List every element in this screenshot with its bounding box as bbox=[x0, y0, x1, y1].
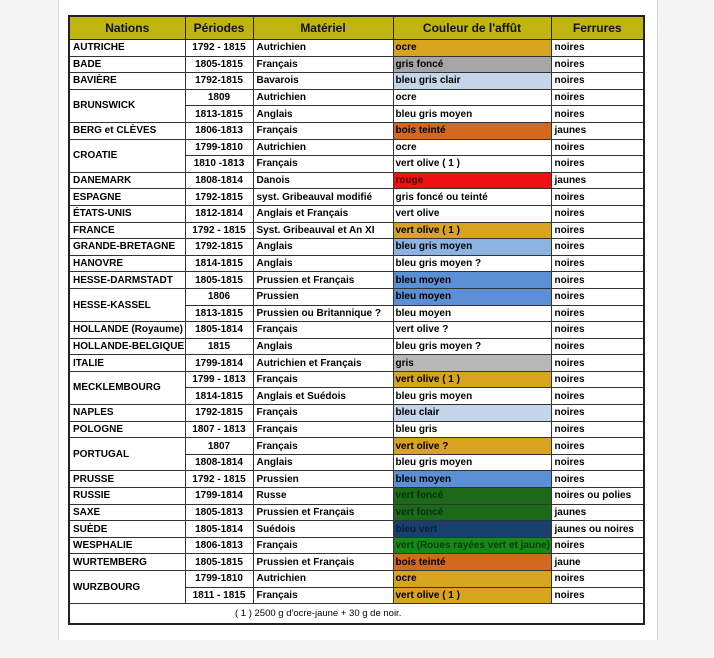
materiel-cell: Français bbox=[253, 438, 393, 455]
nation-cell: HESSE-KASSEL bbox=[69, 288, 185, 321]
materiel-cell: Anglais et Suédois bbox=[253, 388, 393, 405]
table-row bbox=[69, 139, 644, 156]
materiel-cell: Autrichien bbox=[253, 571, 393, 588]
header-row bbox=[69, 16, 644, 40]
period-cell: 1811 - 1815 bbox=[185, 587, 253, 604]
materiel-cell: Prussien bbox=[253, 471, 393, 488]
ferrures-cell: noires bbox=[551, 537, 644, 554]
ferrures-cell: noires bbox=[551, 371, 644, 388]
period-cell: 1806-1813 bbox=[185, 537, 253, 554]
table-row bbox=[69, 421, 644, 438]
color-cell: bleu gris clair bbox=[393, 73, 551, 90]
ferrures-cell: noires bbox=[551, 288, 644, 305]
period-cell: 1805-1813 bbox=[185, 504, 253, 521]
table-row bbox=[69, 488, 644, 505]
period-cell: 1813-1815 bbox=[185, 106, 253, 123]
period-cell: 1809 bbox=[185, 89, 253, 106]
ferrures-cell: noires ou polies bbox=[551, 488, 644, 505]
period-cell: 1805-1814 bbox=[185, 521, 253, 538]
period-cell: 1792 - 1815 bbox=[185, 40, 253, 57]
table-row bbox=[69, 521, 644, 538]
color-cell: bleu gris moyen ? bbox=[393, 338, 551, 355]
materiel-cell: Prussien et Français bbox=[253, 554, 393, 571]
color-cell: bleu gris bbox=[393, 421, 551, 438]
period-cell: 1805-1814 bbox=[185, 322, 253, 339]
nation-cell: HESSE-DARMSTADT bbox=[69, 272, 185, 289]
ferrures-cell: noires bbox=[551, 239, 644, 256]
table-row bbox=[69, 504, 644, 521]
nation-cell: WURZBOURG bbox=[69, 571, 185, 604]
period-cell: 1799-1814 bbox=[185, 488, 253, 505]
ferrures-cell: noires bbox=[551, 73, 644, 90]
period-cell: 1815 bbox=[185, 338, 253, 355]
materiel-cell: Anglais bbox=[253, 255, 393, 272]
color-cell: vert olive ( 1 ) bbox=[393, 587, 551, 604]
color-cell: bois teinté bbox=[393, 554, 551, 571]
materiel-cell: Prussien bbox=[253, 288, 393, 305]
period-cell: 1799-1810 bbox=[185, 139, 253, 156]
table-row bbox=[69, 205, 644, 222]
nation-cell: ITALIE bbox=[69, 355, 185, 372]
header-couleur: Couleur de l'affût bbox=[393, 16, 551, 40]
period-cell: 1799-1810 bbox=[185, 571, 253, 588]
color-cell: gris foncé bbox=[393, 56, 551, 73]
table-row bbox=[69, 471, 644, 488]
ferrures-cell: noires bbox=[551, 89, 644, 106]
artillery-color-table bbox=[68, 15, 645, 625]
materiel-cell: Français bbox=[253, 405, 393, 422]
materiel-cell: Français bbox=[253, 537, 393, 554]
color-cell: vert (Roues rayées vert et jaune) bbox=[393, 537, 551, 554]
table-row bbox=[69, 355, 644, 372]
ferrures-cell: jaunes bbox=[551, 122, 644, 139]
color-cell: vert olive ( 1 ) bbox=[393, 156, 551, 173]
materiel-cell: Français bbox=[253, 322, 393, 339]
period-cell: 1812-1814 bbox=[185, 205, 253, 222]
table-row bbox=[69, 172, 644, 189]
table-row bbox=[69, 272, 644, 289]
footnote: ( 1 ) 2500 g d'ocre-jaune + 30 g de noir. bbox=[235, 608, 402, 620]
period-cell: 1808-1814 bbox=[185, 454, 253, 471]
materiel-cell: Français bbox=[253, 371, 393, 388]
materiel-cell: Français bbox=[253, 421, 393, 438]
period-cell: 1792-1815 bbox=[185, 239, 253, 256]
table-row bbox=[69, 554, 644, 571]
ferrures-cell: noires bbox=[551, 388, 644, 405]
period-cell: 1806 bbox=[185, 288, 253, 305]
period-cell: 1792 - 1815 bbox=[185, 471, 253, 488]
nation-cell: AUTRICHE bbox=[69, 40, 185, 57]
color-cell: gris foncé ou teinté bbox=[393, 189, 551, 206]
materiel-cell: Français bbox=[253, 156, 393, 173]
ferrures-cell: noires bbox=[551, 222, 644, 239]
color-cell: bleu gris moyen ? bbox=[393, 255, 551, 272]
nation-cell: SAXE bbox=[69, 504, 185, 521]
period-cell: 1799 - 1813 bbox=[185, 371, 253, 388]
period-cell: 1808-1814 bbox=[185, 172, 253, 189]
materiel-cell: Autrichien et Français bbox=[253, 355, 393, 372]
nation-cell: BRUNSWICK bbox=[69, 89, 185, 122]
materiel-cell: Syst. Gribeauval et An XI bbox=[253, 222, 393, 239]
period-cell: 1806-1813 bbox=[185, 122, 253, 139]
color-cell: bleu vert bbox=[393, 521, 551, 538]
color-cell: bleu gris moyen bbox=[393, 239, 551, 256]
color-cell: bleu clair bbox=[393, 405, 551, 422]
period-cell: 1814-1815 bbox=[185, 255, 253, 272]
nation-cell: CROATIE bbox=[69, 139, 185, 172]
table-row bbox=[69, 537, 644, 554]
ferrures-cell: noires bbox=[551, 405, 644, 422]
ferrures-cell: noires bbox=[551, 322, 644, 339]
period-cell: 1792 - 1815 bbox=[185, 222, 253, 239]
ferrures-cell: noires bbox=[551, 305, 644, 322]
ferrures-cell: jaune bbox=[551, 554, 644, 571]
materiel-cell: Anglais bbox=[253, 239, 393, 256]
ferrures-cell: jaunes ou noires bbox=[551, 521, 644, 538]
materiel-cell: Français bbox=[253, 122, 393, 139]
nation-cell: ESPAGNE bbox=[69, 189, 185, 206]
materiel-cell: Anglais bbox=[253, 338, 393, 355]
materiel-cell: Prussien ou Britannique ? bbox=[253, 305, 393, 322]
materiel-cell: Français bbox=[253, 56, 393, 73]
materiel-cell: Anglais et Français bbox=[253, 205, 393, 222]
materiel-cell: Autrichien bbox=[253, 40, 393, 57]
table-row bbox=[69, 371, 644, 388]
period-cell: 1805-1815 bbox=[185, 554, 253, 571]
table-row bbox=[69, 73, 644, 90]
table-row bbox=[69, 322, 644, 339]
color-cell: bleu gris moyen bbox=[393, 106, 551, 123]
nation-cell: WESPHALIE bbox=[69, 537, 185, 554]
color-cell: vert olive ? bbox=[393, 322, 551, 339]
ferrures-cell: noires bbox=[551, 272, 644, 289]
color-cell: bleu gris moyen bbox=[393, 388, 551, 405]
ferrures-cell: noires bbox=[551, 471, 644, 488]
nation-cell: PORTUGAL bbox=[69, 438, 185, 471]
materiel-cell: Anglais bbox=[253, 454, 393, 471]
materiel-cell: syst. Gribeauval modifié bbox=[253, 189, 393, 206]
table-row bbox=[69, 189, 644, 206]
ferrures-cell: jaunes bbox=[551, 504, 644, 521]
period-cell: 1814-1815 bbox=[185, 388, 253, 405]
footnote-row bbox=[69, 604, 644, 625]
table-row bbox=[69, 89, 644, 106]
materiel-cell: Autrichien bbox=[253, 139, 393, 156]
color-cell: bleu moyen bbox=[393, 471, 551, 488]
period-cell: 1807 bbox=[185, 438, 253, 455]
color-cell: ocre bbox=[393, 571, 551, 588]
nation-cell: HOLLANDE (Royaume) bbox=[69, 322, 185, 339]
color-cell: rouge bbox=[393, 172, 551, 189]
materiel-cell: Danois bbox=[253, 172, 393, 189]
table-row bbox=[69, 255, 644, 272]
nation-cell: POLOGNE bbox=[69, 421, 185, 438]
ferrures-cell: noires bbox=[551, 255, 644, 272]
table-row bbox=[69, 438, 644, 455]
table-row bbox=[69, 405, 644, 422]
ferrures-cell: noires bbox=[551, 438, 644, 455]
header-ferrures: Ferrures bbox=[551, 16, 644, 40]
ferrures-cell: noires bbox=[551, 106, 644, 123]
color-cell: ocre bbox=[393, 139, 551, 156]
ferrures-cell: noires bbox=[551, 355, 644, 372]
nation-cell: BERG et CLÈVES bbox=[69, 122, 185, 139]
table-row bbox=[69, 239, 644, 256]
color-cell: ocre bbox=[393, 89, 551, 106]
nation-cell: BAVIÈRE bbox=[69, 73, 185, 90]
nation-cell: NAPLES bbox=[69, 405, 185, 422]
nation-cell: HANOVRE bbox=[69, 255, 185, 272]
color-cell: vert olive ( 1 ) bbox=[393, 371, 551, 388]
ferrures-cell: noires bbox=[551, 40, 644, 57]
ferrures-cell: noires bbox=[551, 156, 644, 173]
color-cell: vert olive bbox=[393, 205, 551, 222]
table-row bbox=[69, 40, 644, 57]
nation-cell: MECKLEMBOURG bbox=[69, 371, 185, 404]
ferrures-cell: noires bbox=[551, 205, 644, 222]
period-cell: 1805-1815 bbox=[185, 56, 253, 73]
materiel-cell: Français bbox=[253, 587, 393, 604]
color-cell: bleu moyen bbox=[393, 288, 551, 305]
color-cell: vert olive ? bbox=[393, 438, 551, 455]
materiel-cell: Suédois bbox=[253, 521, 393, 538]
nation-cell: FRANCE bbox=[69, 222, 185, 239]
color-cell: vert olive ( 1 ) bbox=[393, 222, 551, 239]
color-cell: bleu gris moyen bbox=[393, 454, 551, 471]
period-cell: 1792-1815 bbox=[185, 189, 253, 206]
nation-cell: WURTEMBERG bbox=[69, 554, 185, 571]
ferrures-cell: noires bbox=[551, 571, 644, 588]
ferrures-cell: noires bbox=[551, 189, 644, 206]
color-cell: bois teinté bbox=[393, 122, 551, 139]
materiel-cell: Prussien et Français bbox=[253, 504, 393, 521]
color-cell: gris bbox=[393, 355, 551, 372]
color-cell: vert foncé bbox=[393, 504, 551, 521]
nation-cell: DANEMARK bbox=[69, 172, 185, 189]
header-periodes: Périodes bbox=[185, 16, 253, 40]
table-row bbox=[69, 56, 644, 73]
materiel-cell: Russe bbox=[253, 488, 393, 505]
color-cell: vert foncé bbox=[393, 488, 551, 505]
color-cell: bleu moyen bbox=[393, 305, 551, 322]
color-cell: bleu moyen bbox=[393, 272, 551, 289]
table-row bbox=[69, 571, 644, 588]
nation-cell: PRUSSE bbox=[69, 471, 185, 488]
table-row bbox=[69, 288, 644, 305]
table-row bbox=[69, 222, 644, 239]
ferrures-cell: noires bbox=[551, 421, 644, 438]
period-cell: 1813-1815 bbox=[185, 305, 253, 322]
header-materiel: Matériel bbox=[253, 16, 393, 40]
nation-cell: ÉTATS-UNIS bbox=[69, 205, 185, 222]
table-row bbox=[69, 338, 644, 355]
period-cell: 1810 -1813 bbox=[185, 156, 253, 173]
ferrures-cell: noires bbox=[551, 587, 644, 604]
ferrures-cell: jaunes bbox=[551, 172, 644, 189]
ferrures-cell: noires bbox=[551, 56, 644, 73]
materiel-cell: Anglais bbox=[253, 106, 393, 123]
nation-cell: BADE bbox=[69, 56, 185, 73]
materiel-cell: Bavarois bbox=[253, 73, 393, 90]
nation-cell: GRANDE-BRETAGNE bbox=[69, 239, 185, 256]
period-cell: 1792-1815 bbox=[185, 405, 253, 422]
period-cell: 1799-1814 bbox=[185, 355, 253, 372]
color-cell: ocre bbox=[393, 40, 551, 57]
table-row bbox=[69, 122, 644, 139]
ferrures-cell: noires bbox=[551, 338, 644, 355]
period-cell: 1805-1815 bbox=[185, 272, 253, 289]
table-body bbox=[69, 40, 644, 604]
materiel-cell: Autrichien bbox=[253, 89, 393, 106]
materiel-cell: Prussien et Français bbox=[253, 272, 393, 289]
ferrures-cell: noires bbox=[551, 454, 644, 471]
nation-cell: RUSSIE bbox=[69, 488, 185, 505]
header-nations: Nations bbox=[69, 16, 185, 40]
period-cell: 1792-1815 bbox=[185, 73, 253, 90]
ferrures-cell: noires bbox=[551, 139, 644, 156]
nation-cell: SUÈDE bbox=[69, 521, 185, 538]
nation-cell: HOLLANDE-BELGIQUE bbox=[69, 338, 185, 355]
period-cell: 1807 - 1813 bbox=[185, 421, 253, 438]
